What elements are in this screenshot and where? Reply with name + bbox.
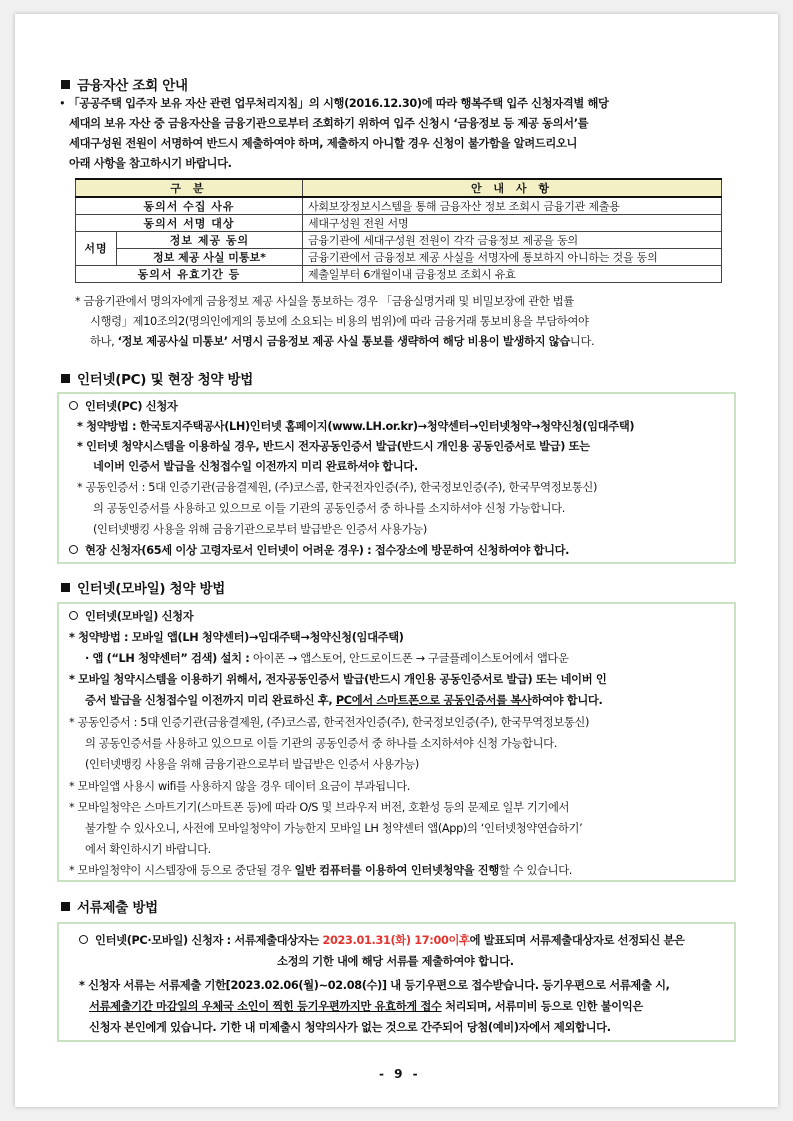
bullet-square-icon	[61, 80, 70, 89]
table-row: 동의서 수집 사유 사회보장정보시스템을 통해 금융자산 정보 조회시 금융기관 제출용	[76, 197, 722, 215]
consent-info-table	[75, 178, 722, 283]
bullet-square-icon	[61, 374, 70, 383]
circle-bullet-icon	[69, 401, 78, 410]
section-heading-mobile-application: 인터넷(모바일) 청약 방법	[61, 577, 225, 597]
table-row: 동의서 유효기간 등 제출일부터 6개월이내 금융정보 조회시 유효	[76, 266, 722, 283]
mobile-application-box: 인터넷(모바일) 신청자 * 청약방법 : 모바일 앱(LH 청약센터)→임대주택→청약신청(임대주택) · 앱 (“LH 청약센터” 검색) 설치 : 아이폰 → 앱스토어, 안드로이드폰 → 구글플레이스토어에서 앱다운 * 모바일 청약시스템을 이용하기 위해서, 전자공동인증서 발급(반드시 개인용 공동인증서로 발급) 또는 네이버 인 증서 발급을 신청접수일 이전까지 미리 완료하신 후, PC에서 스마트폰으로 공동인증서를 복사하여야 합니다. * 공동인증서 : 5대 인증기관(금융결제원, (주)코스콤, 한국전자인증(주), 한국정보인증(주), 한국무역정보통신) 의 공동인증서를 사용하고 있으므로 이들 기관의 공동인증서 중 하나를 소지하셔야 신청 가능합니다. (인터넷뱅킹 사용을 위해 금융기관으로부터 발급받은 인증서 사용가능) * 모바일앱 사용시 wifi를 사용하지 않을 경우 데이터 요금이 부과됩니다. * 모바일청약은 스마트기기(스마트폰 등)에 따라 O/S 및 브라우저 버전, 호환성 등의 문제로 일부 기기에서 불가할 수 있사오니, 사전에 모바일청약이 가능한지 모바일 LH 청약센터 앱(App)의 ‘인터넷청약연습하기’ 에서 확인하시기 바랍니다. * 모바일청약이 시스템장애 등으로 중단될 경우 일반 컴퓨터를 이용하여 인터넷청약을 진행할 수 있습니다.	[57, 602, 736, 882]
section-heading-financial-assets: 금융자산 조회 안내	[61, 74, 188, 94]
page-number: - 9 -	[379, 1067, 421, 1081]
bullet-square-icon	[61, 583, 70, 592]
pc-application-box: 인터넷(PC) 신청자 * 청약방법 : 한국토지주택공사(LH)인터넷 홈페이지(www.LH.or.kr)→청약센터→인터넷청약→청약신청(임대주택) * 인터넷 청약시스템을 이용하실 경우, 반드시 전자공동인증서 발급(반드시 개인용 공동인증서로 발급) 또는 네이버 인증서 발급을 신청접수일 이전까지 미리 완료하셔야 합니다. * 공동인증서 : 5대 인증기관(금융결제원, (주)코스콤, 한국전자인증(주), 한국정보인증(주), 한국무역정보통신) 의 공동인증서를 사용하고 있으므로 이들 기관의 공동인증서 중 하나를 소지하셔야 신청 가능합니다. (인터넷뱅킹 사용을 위해 금융기관으로부터 발급받은 인증서 사용가능) 현장 신청자(65세 이상 고령자로서 인터넷이 어려운 경우) : 접수장소에 방문하여 신청하여야 합니다.	[57, 392, 736, 564]
table-row: 서명 정보 제공 동의 금융기관에 세대구성원 전원이 각각 금융정보 제공을 동의	[76, 232, 722, 249]
table-row: 정보 제공 사실 미통보* 금융기관에서 금융정보 제공 사실을 서명자에 통보하지 아니하는 것을 동의	[76, 249, 722, 266]
document-submission-box: 인터넷(PC·모바일) 신청자 : 서류제출대상자는 2023.01.31(화) 17:00이후에 발표되며 서류제출대상자로 선정되신 분은 소정의 기한 내에 해당 서류를 제출하여야 합니다. * 신청자 서류는 서류제출 기한[2023.02.06(월)~02.08(수)] 내 등기우편으로 접수받습니다. 등기우편으로 서류제출 시, 서류제출기간 마감일의 우체국 소인이 찍힌 등기우편까지만 유효하게 접수 처리되며, 서류미비 등으로 인한 불이익은 신청자 본인에게 있습니다. 기한 내 미제출시 청약의사가 없는 것으로 간주되어 당첨(예비)자에서 제외합니다.	[57, 922, 736, 1042]
table-header-category: 구 분	[76, 179, 303, 197]
circle-bullet-icon	[69, 611, 78, 620]
financial-notice-note: * 금융기관에서 명의자에게 금융정보 제공 사실을 통보하는 경우 「금융실명거래 및 비밀보장에 관한 법률 시행령」제10조의2(명의인에게의 통보에 소요되는 비용의 범위)에 따라 금융거래 통보비용을 부담하여야 하나, ‘정보 제공사실 미통보’ 서명시 금융정보 제공 사실 통보를 생략하여 해당 비용이 발생하지 않습니다.	[75, 295, 595, 348]
section-heading-document-submission: 서류제출 방법	[61, 896, 158, 916]
section-heading-pc-application: 인터넷(PC) 및 현장 청약 방법	[61, 368, 253, 388]
document-page	[15, 14, 778, 1107]
financial-intro-paragraph: • 「공공주택 입주자 보유 자산 관련 업무처리지침」의 시행(2016.12.30)에 따라 행복주택 입주 신청자격별 해당 세대의 보유 자산 중 금융자산을 금융기관으로부터 조회하기 위하여 입주 신청시 ‘금융정보 등 제공 동의서’를 세대구성원 전원이 서명하여 반드시 제출하여야 하며, 제출하지 아니할 경우 신청이 불가함을 알려드리오니 아래 사항을 참고하시기 바랍니다.	[59, 97, 609, 170]
circle-bullet-icon	[79, 935, 88, 944]
bullet-square-icon	[61, 902, 70, 911]
circle-bullet-icon	[69, 545, 78, 554]
table-header-guide: 안 내 사 항	[302, 179, 721, 197]
table-row: 동의서 서명 대상 세대구성원 전원 서명	[76, 215, 722, 232]
